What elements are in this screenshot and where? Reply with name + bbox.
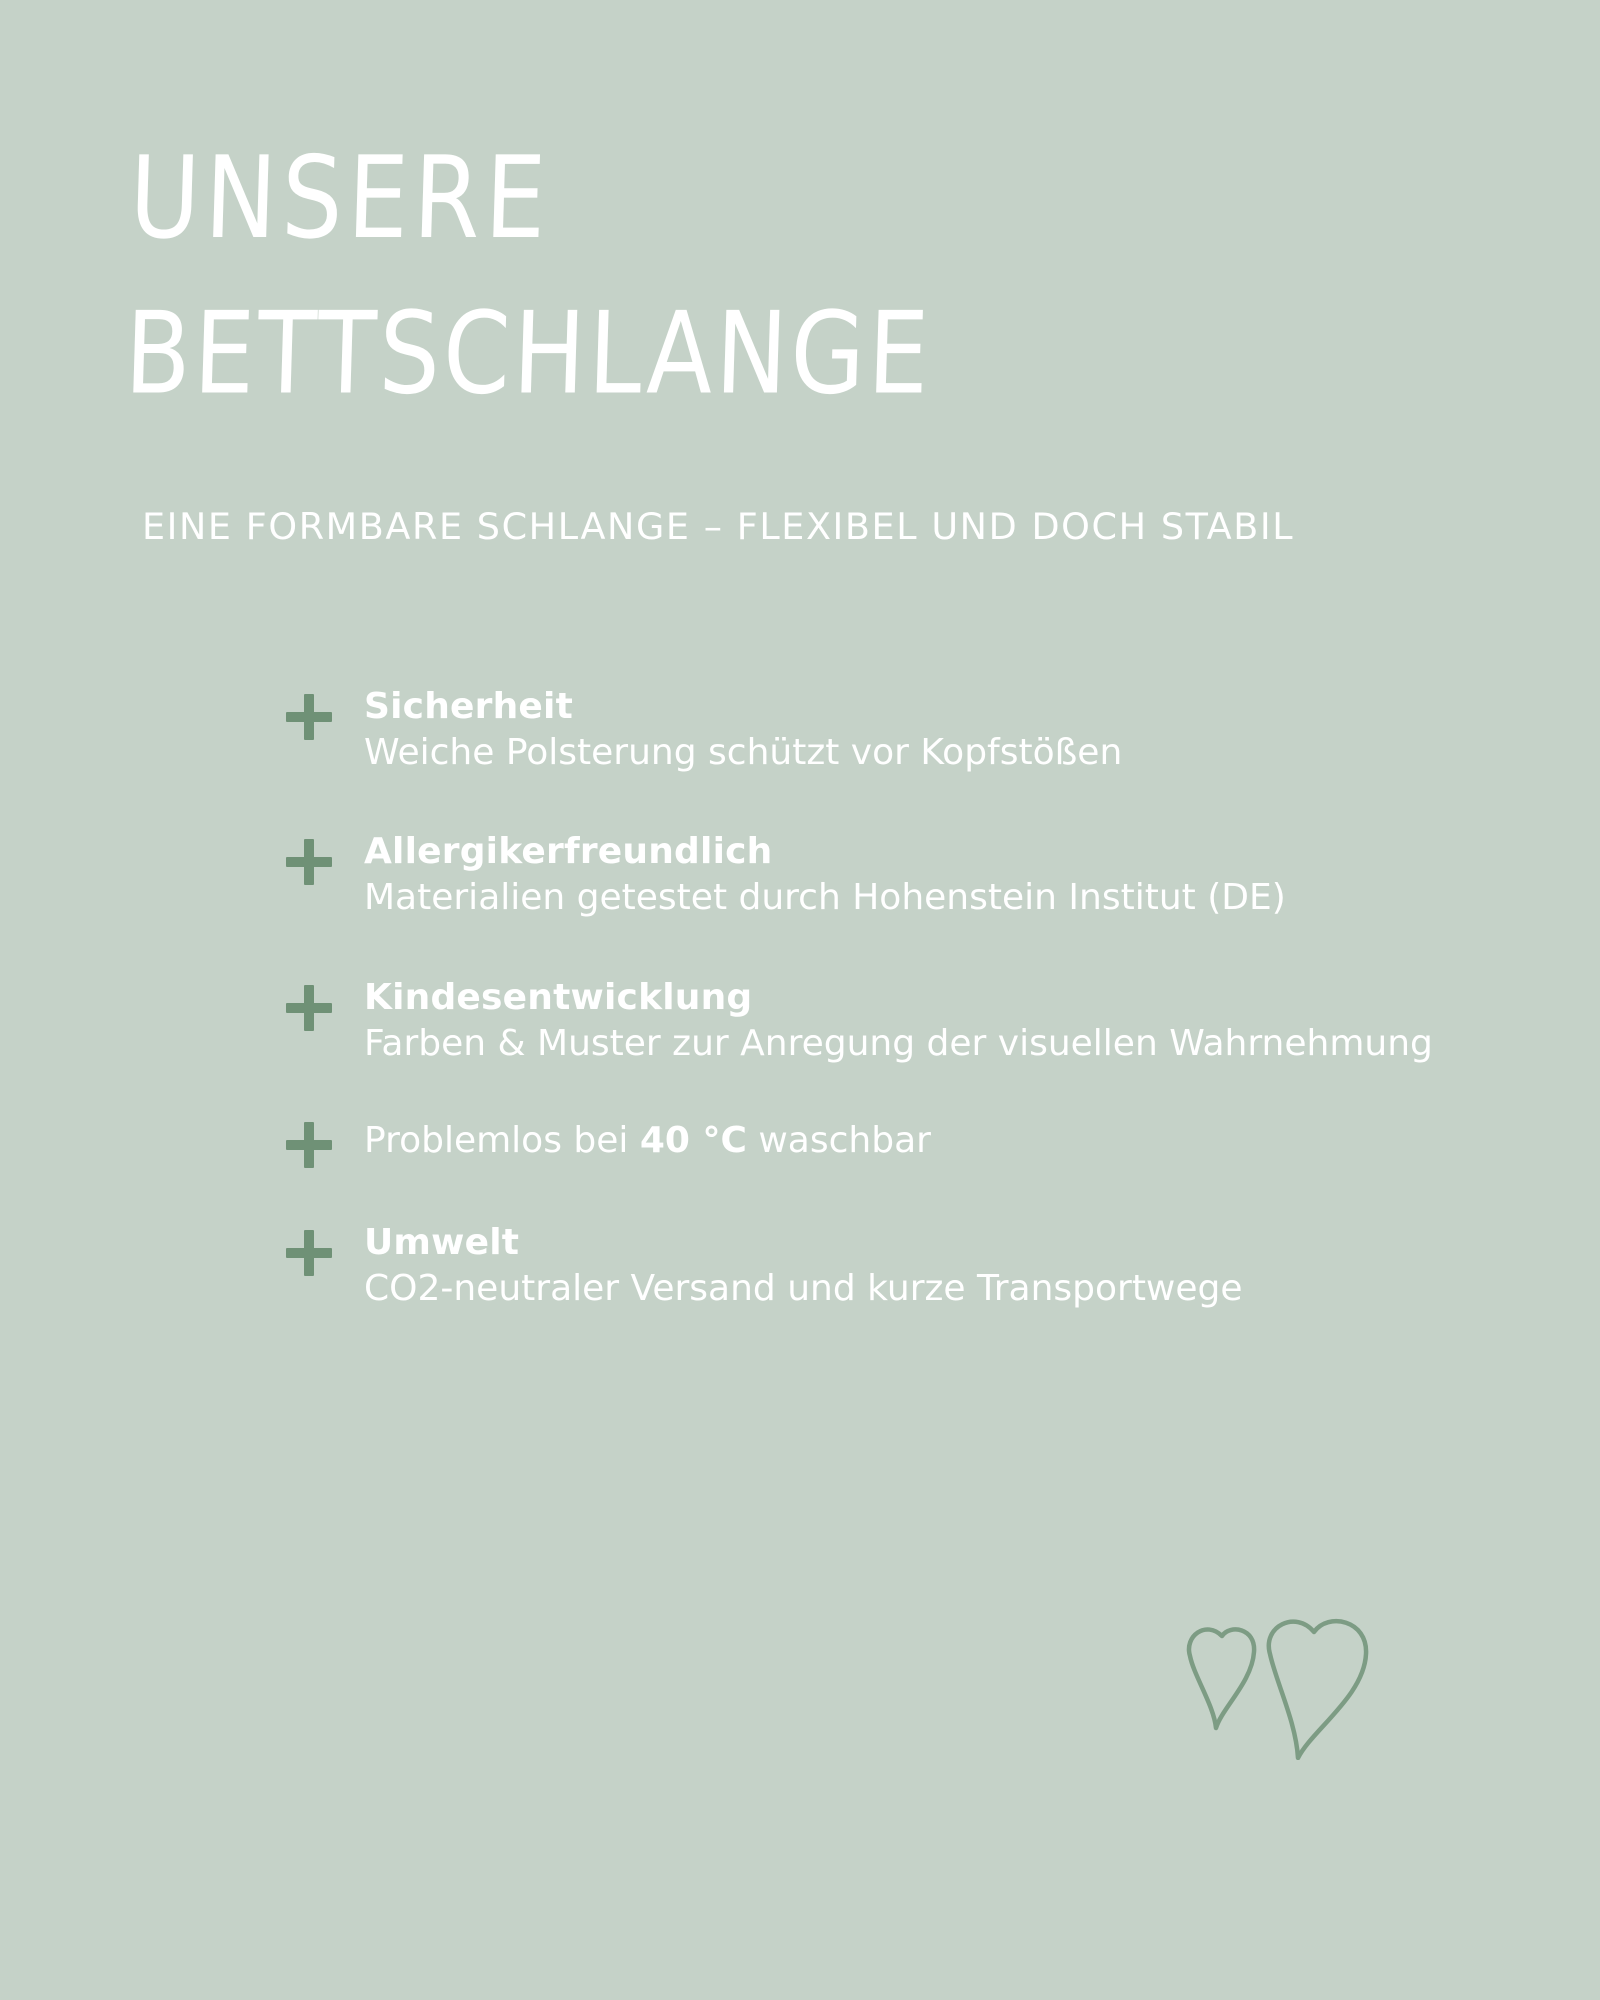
feature-title: Sicherheit — [364, 686, 573, 727]
feature-text — [364, 1108, 931, 1164]
list-item — [280, 1108, 1520, 1174]
plus-icon — [280, 1116, 338, 1174]
feature-description: Farben & Muster zur Anregung der visuellen Wahrnehmung — [364, 1022, 1433, 1064]
feature-text — [364, 1216, 1243, 1311]
feature-description-pre: Problemlos bei — [364, 1120, 640, 1162]
feature-description-highlight: 40 °C — [639, 1120, 747, 1162]
plus-icon — [280, 1224, 338, 1282]
feature-description: Materialien getestet durch Hohenstein Institut (DE) — [364, 877, 1286, 919]
two-hearts-icon — [1172, 1610, 1422, 1760]
plus-icon — [280, 979, 338, 1037]
page-title-line-2: BETTSCHLANGE — [123, 288, 934, 421]
list-item — [280, 680, 1520, 775]
plus-icon — [280, 688, 338, 746]
feature-text — [364, 825, 1286, 920]
feature-description-post: waschbar — [746, 1120, 931, 1162]
feature-text — [364, 971, 1433, 1066]
list-item — [280, 1216, 1520, 1311]
feature-description: CO2-neutraler Versand und kurze Transportwege — [364, 1268, 1243, 1310]
page-title-line-1: UNSERE — [127, 131, 553, 264]
feature-list — [280, 680, 1520, 1312]
page-subtitle: EINE FORMBARE SCHLANGE – FLEXIBEL UND DOCH STABIL — [142, 505, 1295, 548]
feature-description: Weiche Polsterung schützt vor Kopfstößen — [364, 731, 1123, 773]
list-item — [280, 971, 1520, 1066]
feature-title: Kindesentwicklung — [364, 976, 753, 1018]
feature-title: Allergikerfreundlich — [364, 831, 773, 873]
feature-title: Umwelt — [364, 1222, 520, 1264]
page-title — [123, 120, 1332, 433]
list-item — [280, 825, 1520, 920]
plus-icon — [280, 833, 338, 891]
feature-text — [364, 680, 1122, 775]
